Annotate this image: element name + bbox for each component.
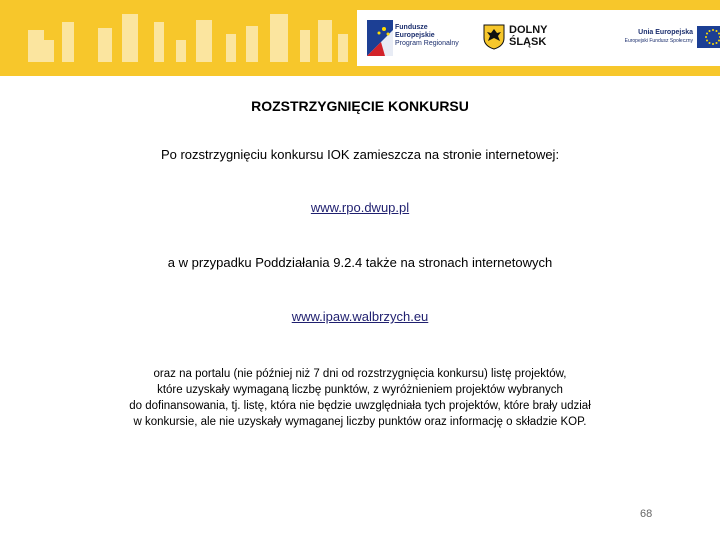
ue-line2: Europejski Fundusz Społeczny bbox=[624, 38, 693, 44]
decorative-blocks bbox=[0, 0, 360, 76]
page-title: ROZSTRZYGNIĘCIE KONKURSU bbox=[251, 98, 469, 114]
fe-flag-icon bbox=[367, 20, 393, 56]
dolny-slask-logo bbox=[481, 10, 561, 66]
paragraph-line: do dofinansowania, tj. listę, która nie będzie uwzględniała tych projektów, które brały udział bbox=[129, 400, 591, 412]
fundusze-europejskie-logo bbox=[363, 10, 475, 66]
intro-text: Po rozstrzygnięciu konkursu IOK zamieszcza na stronie internetowej: bbox=[160, 147, 560, 162]
fe-line2: Europejskie bbox=[395, 32, 435, 39]
paragraph-line: oraz na portalu (nie później niż 7 dni od rozstrzygnięcia konkursu) listę projektów, bbox=[153, 368, 567, 380]
ue-line1: Unia Europejska bbox=[638, 29, 693, 36]
middle-text: a w przypadku Poddziałania 9.2.4 także na stronach internetowych bbox=[167, 255, 553, 270]
ds-line1: DOLNY bbox=[509, 24, 548, 36]
fe-line1: Fundusze bbox=[395, 24, 428, 31]
header-banner bbox=[0, 0, 720, 76]
description-paragraph bbox=[90, 366, 630, 430]
page-number: 68 bbox=[640, 508, 653, 520]
paragraph-line: które uzyskały wymaganą liczbę punktów, z wyróżnieniem projektów wybranych bbox=[157, 384, 563, 396]
ipaw-link[interactable]: www.ipaw.walbrzych.eu bbox=[291, 309, 429, 324]
fe-line3: Program Regionalny bbox=[395, 40, 459, 47]
paragraph-line: w konkursie, ale nie uzyskały wymaganej liczby punktów oraz informację o składzie KOP. bbox=[133, 416, 587, 428]
eu-flag-icon bbox=[697, 26, 720, 48]
rpo-link[interactable]: www.rpo.dwup.pl bbox=[310, 200, 410, 215]
logo-strip bbox=[357, 10, 720, 66]
eagle-crest-icon bbox=[483, 24, 505, 50]
unia-europejska-logo bbox=[593, 10, 715, 66]
ds-line2: ŚLĄSK bbox=[509, 36, 547, 48]
